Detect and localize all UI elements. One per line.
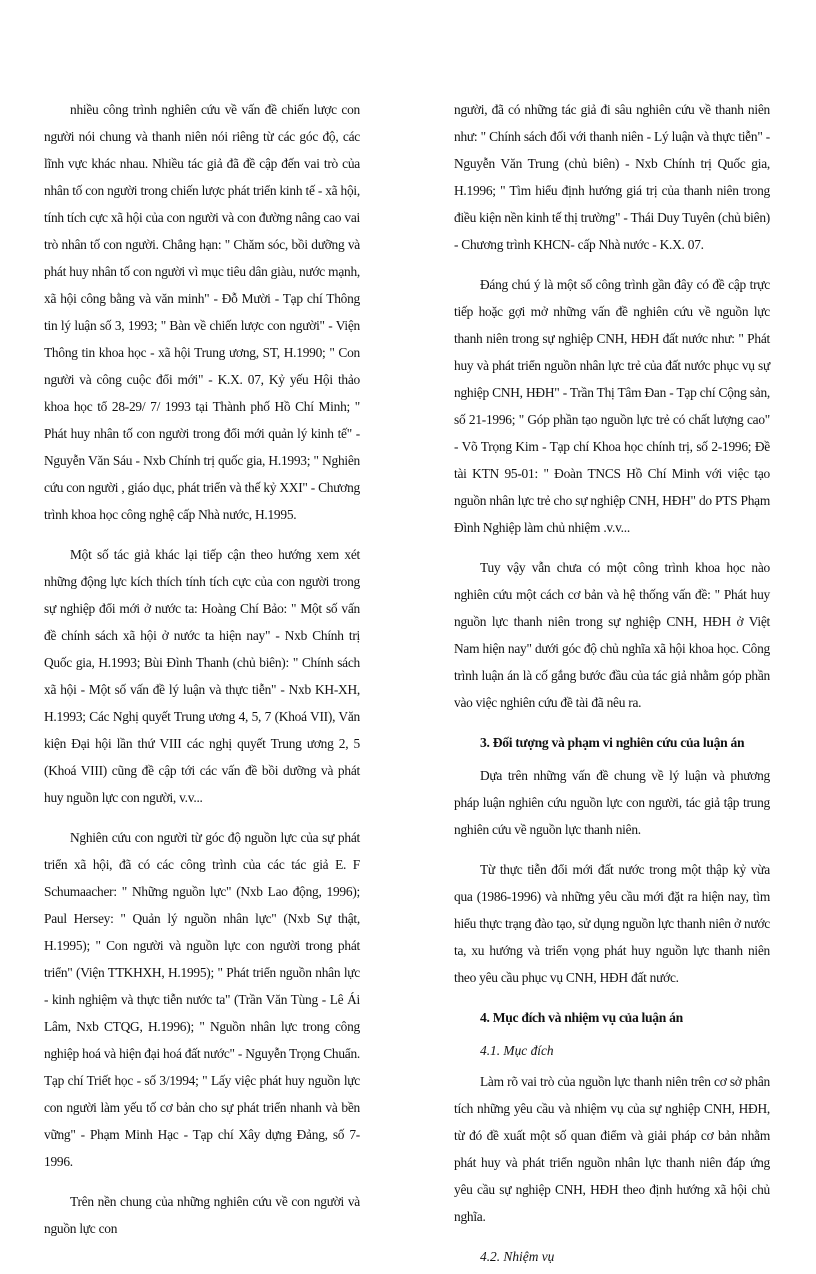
paragraph: Dựa trên những vấn đề chung về lý luận và phương pháp luận nghiên cứu nguồn lực con người, tác giả tập trung nghiên cứu về nguồn lực thanh niên. xyxy=(454,768,770,837)
section-heading: 4. Mục đích và nhiệm vụ của luận án xyxy=(480,1010,683,1025)
paragraph: Tuy vậy vẫn chưa có một công trình khoa học nào nghiên cứu một cách cơ bản và hệ thống vấn đề: " Phát huy nguồn lực thanh niên trong sự nghiệp CNH, HĐH ở Việt Nam hiện nay" dưới góc độ chủ nghĩa xã hội khoa học. Công trình luận án là cố gắng bước đầu của tác giả nhằm góp phần vào việc nghiên cứu đề tài đã nêu ra. xyxy=(454,560,770,710)
paragraph: Một số tác giả khác lại tiếp cận theo hướng xem xét những động lực kích thích tính tích cực của con người trong sự nghiệp đổi mới ở nước ta: Hoàng Chí Bảo: " Một số vấn đề chính sách xã hội ở nước ta hiện nay" - Nxb Chính trị Quốc gia, H.1993; Bùi Đình Thanh (chủ biên): " Chính sách xã hội - Một số vấn đề lý luận và thực tiễn" - Nxb KH-XH, H.1993; Các Nghị quyết Trung ương 4, 5, 7 (Khoá VII), Văn kiện Đại hội lần thứ VIII các nghị quyết Trung ương 2, 5 (Khoá VIII) cũng đề cập tới các vấn đề bồi dưỡng và phát huy nguồn lực con người, v.v... xyxy=(44,547,360,805)
subsection-heading: 4.2. Nhiệm vụ xyxy=(480,1249,555,1264)
paragraph: người, đã có những tác giả đi sâu nghiên cứu về thanh niên như: " Chính sách đối với thanh niên - Lý luận và thực tiễn" - Nguyễn Văn Trung (chủ biên) - Nxb Chính trị Quốc gia, H.1996; " Tìm hiểu định hướng giá trị của thanh niên trong điều kiện nền kinh tế thị trường" - Thái Duy Tuyên (chủ biên) - Chương trình KHCN- cấp Nhà nước - K.X. 07. xyxy=(454,102,770,252)
paragraph: nhiều công trình nghiên cứu về vấn đề chiến lược con người nói chung và thanh niên nói riêng từ các góc độ, các lĩnh vực khác nhau. Nhiều tác giả đã đề cập đến vai trò của nhân tố con người trong chiến lược phát triển kinh tế - xã hội, tính tích cực xã hội của con người và con đường nâng cao vai trò nhân tố con người. Chẳng hạn: " Chăm sóc, bồi dưỡng và phát huy nhân tố con người vì mục tiêu dân giàu, nước mạnh, xã hội công bằng và văn minh" - Đỗ Mười - Tạp chí Thông tin lý luận số 3, 1993; " Bàn về chiến lược con người" - Viện Thông tin khoa học - xã hội Trung ương, ST, H.1990; " Con người và công cuộc đổi mới" - K.X. 07, Kỷ yếu Hội thảo khoa học tổ 28-29/ 7/ 1993 tại Thành phố Hồ Chí Minh; " Phát huy nhân tố con người trong đổi mới quản lý kinh tế" - Nguyễn Văn Sáu - Nxb Chính trị quốc gia, H.1993; " Nghiên cứu con người , giáo dục, phát triển và thế kỷ XXI" - Chương trình khoa học công nghệ cấp Nhà nước, H.1995. xyxy=(44,102,360,522)
paragraph: Trên nền chung của những nghiên cứu về con người và nguồn lực con xyxy=(44,1194,360,1236)
paragraph: Đáng chú ý là một số công trình gần đây có đề cập trực tiếp hoặc gợi mở những vấn đề nghiên cứu về nguồn lực thanh niên trong sự nghiệp CNH, HĐH đất nước như: " Phát huy và phát triển nguồn nhân lực trẻ của đất nước phục vụ sự nghiệp CNH, HĐH" - Trần Thị Tâm Đan - Tạp chí Cộng sản, số 21-1996; " Góp phần tạo nguồn lực trẻ có chất lượng cao" - Võ Trọng Kim - Tạp chí Khoa học chính trị, số 2-1996; Đề tài KTN 95-01: " Đoàn TNCS Hồ Chí Minh với việc tạo nguồn nhân lực trẻ cho sự nghiệp CNH, HĐH" do PTS Phạm Đình Nghiệp làm chủ nhiệm .v.v... xyxy=(454,277,770,535)
left-column xyxy=(44,96,360,1255)
subsection-heading: 4.1. Mục đích xyxy=(480,1043,554,1058)
right-column xyxy=(454,96,770,1274)
paragraph: Từ thực tiễn đổi mới đất nước trong một thập kỷ vừa qua (1986-1996) và những yêu cầu mới đặt ra hiện nay, tìm hiểu thực trạng đào tạo, sử dụng nguồn lực thanh niên ở nước ta, xu hướng và triển vọng phát huy nguồn lực thanh niên theo yêu cầu phục vụ CNH, HĐH đất nước. xyxy=(454,862,770,985)
paragraph: Nghiên cứu con người từ góc độ nguồn lực của sự phát triển xã hội, đã có các công trình của các tác giả E. F Schumaacher: " Những nguồn lực" (Nxb Lao động, 1996); Paul Hersey: " Quản lý nguồn nhân lực" (Nxb Sự thật, H.1995); " Con người và nguồn lực con người trong phát triển" (Viện TTKHXH, H.1995); " Phát triển nguồn nhân lực - kinh nghiệm và thực tiễn nước ta" (Trần Văn Tùng - Lê Ái Lâm, Nxb CTQG, H.1996); " Nguồn nhân lực trong công nghiệp hoá và hiện đại hoá đất nước" - Nguyễn Trọng Chuẩn. Tạp chí Triết học - số 3/1994; " Lấy việc phát huy nguồn lực con người làm yếu tố cơ bản cho sự phát triển nhanh và bền vững" - Phạm Minh Hạc - Tạp chí Xây dựng Đảng, số 7-1996. xyxy=(44,830,360,1169)
paragraph: Làm rõ vai trò của nguồn lực thanh niên trên cơ sở phân tích những yêu cầu và nhiệm vụ của sự nghiệp CNH, HĐH, từ đó đề xuất một số quan điểm và giải pháp cơ bản nhằm phát huy và phát triển nguồn nhân lực thanh niên đáp ứng yêu cầu sự nghiệp CNH, HĐH theo định hướng xã hội chủ nghĩa. xyxy=(454,1074,770,1224)
section-heading: 3. Đối tượng và phạm vi nghiên cứu của luận án xyxy=(480,735,745,750)
